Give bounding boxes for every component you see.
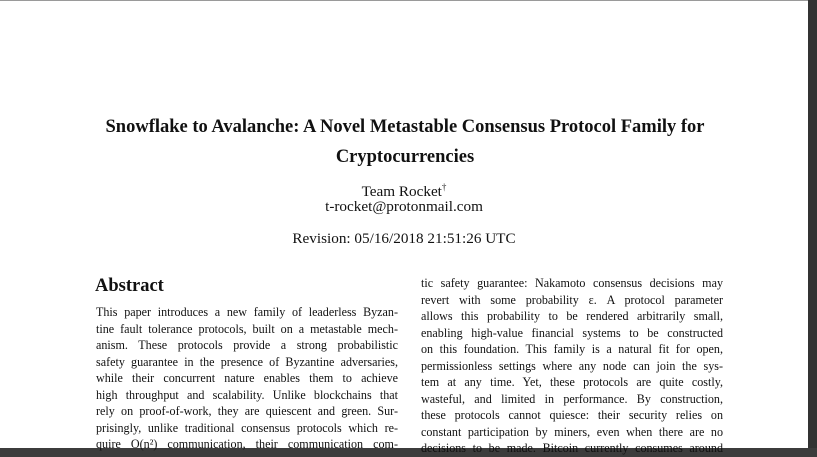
- text-line: tic safety guarantee: Nakamoto consensus decisions may: [421, 276, 723, 290]
- text-line: This paper introduces a new family of leaderless Byzan-: [96, 305, 398, 319]
- paper-title: [60, 112, 750, 172]
- text-line: enabling high-value financial systems to be constructed: [421, 325, 723, 340]
- text-line: these protocols cannot quiesce: their security relies on: [421, 408, 723, 422]
- text-line: decisions to be made. Bitcoin currently consumes around: [421, 441, 723, 455]
- text-line: allows this probability to be rendered arbitrarily small,: [421, 309, 723, 323]
- text-line: tem at any time. Yet, these protocols are quite costly,: [421, 375, 723, 389]
- text-line: rely on proof-of-work, they are quiescent and green. Sur-: [96, 404, 398, 418]
- text-line: constant participation by miners, even when there are no: [421, 424, 723, 439]
- revision-line: Revision: 05/16/2018 21:51:26 UTC: [292, 230, 516, 247]
- paper-title-line-1: Snowflake to Avalanche: A Novel Metastable Consensus Protocol Family for: [105, 117, 705, 137]
- abstract-left-column: [96, 304, 398, 453]
- text-line: safety guarantee in the presence of Byzantine adversaries,: [96, 354, 398, 369]
- author-email: t-rocket@protonmail.com: [325, 198, 483, 215]
- text-line: quire O(n²) communication, their communication com-: [96, 437, 398, 451]
- text-line: while their concurrent nature enables them to achieve: [96, 371, 398, 385]
- abstract-right-column: [421, 275, 723, 457]
- text-line: on this foundation. This family is a natural fit for open,: [421, 342, 723, 356]
- text-line: permissionless settings where any node can join the sys-: [421, 358, 723, 373]
- author-footnote-mark: †: [441, 182, 447, 192]
- abstract-heading: Abstract: [95, 276, 164, 296]
- text-line: revert with some probability ε. A protocol parameter: [421, 292, 723, 307]
- author-name: Team Rocket: [361, 183, 442, 200]
- paper-title-line-2: Cryptocurrencies: [335, 147, 475, 167]
- text-line: anism. These protocols provide a strong probabilistic: [96, 338, 398, 352]
- text-line: high throughput and scalability. Unlike blockchains that: [96, 387, 398, 402]
- text-line: prisingly, unlike traditional consensus protocols which re-: [96, 420, 398, 435]
- text-line: tine fault tolerance protocols, built on a metastable mech-: [96, 321, 398, 336]
- viewer-edge: [808, 0, 817, 448]
- text-line: wasteful, and limited in performance. By construction,: [421, 391, 723, 406]
